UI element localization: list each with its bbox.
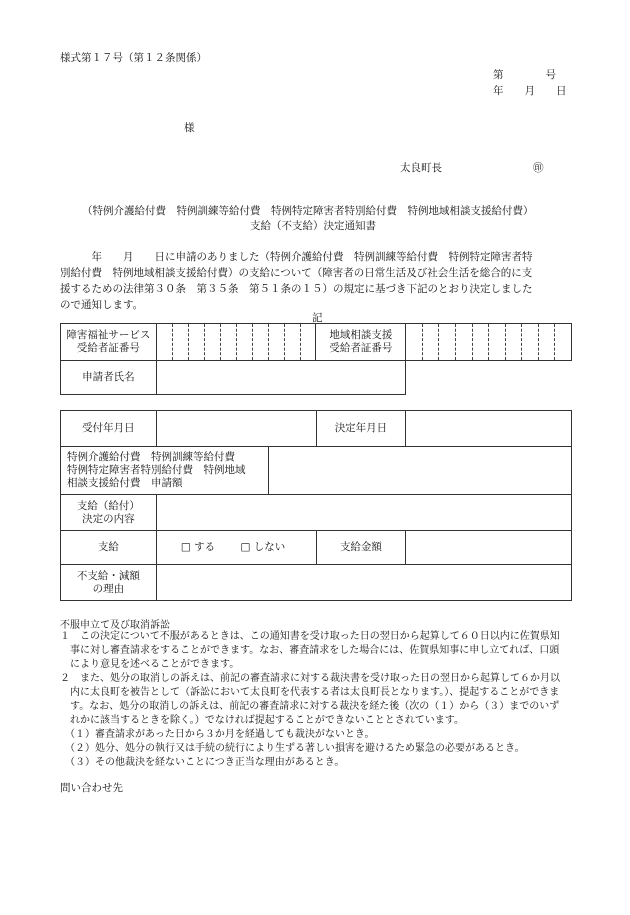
appeal-line: れかに該当するときを除く。）でなければ提起することができないこととされています。 bbox=[60, 715, 464, 726]
title-line2: 支給（不支給）決定通知書 bbox=[250, 220, 376, 232]
appeal-line: す。なお、処分の取消しの訴えは、前記の審査請求に対する裁決を経た後（次の（１）から（３）までのいず bbox=[60, 701, 560, 712]
appeal-line: （１）審査請求があった日から３か月を経過しても裁決がないとき。 bbox=[60, 729, 375, 740]
appeal-heading: 不服申立て及び取消訴訟 bbox=[60, 620, 170, 631]
refusal-reason-label: 不支給・減額 の理由 bbox=[61, 565, 157, 601]
payment-label: 支給 bbox=[61, 531, 157, 565]
service-cert-number[interactable] bbox=[156, 324, 316, 361]
body-line: 別給付費 特例地域相談支援給付費）の支給について（障害者の日常生活及び社会生活を総合的に支 bbox=[60, 267, 533, 279]
decision-date-field[interactable] bbox=[406, 411, 572, 447]
document-date: 年 月 日 bbox=[493, 85, 567, 97]
body-line: 援するための法律第３０条 第３５条 第５１条の１５）の規定に基づき下記のとおり決定しました bbox=[60, 283, 533, 295]
issuer: 太良町長 bbox=[400, 162, 442, 174]
appeal-line: （３）その他裁決を経ないことにつき正当な理由があるとき。 bbox=[60, 757, 345, 768]
decision-date-label: 決定年月日 bbox=[316, 411, 406, 447]
certificate-table bbox=[60, 323, 572, 395]
appeal-line: により意見を述べることができます。 bbox=[60, 659, 240, 670]
appeal-line: 内に太良町を被告として（訴訟において太良町を代表する者は太良町長となります。）、提起することができま bbox=[60, 687, 560, 698]
appeal-line: 事に対し審査請求をすることができます。なお、審査請求をした場合には、佐賀県知事に申し立てれば、口頭 bbox=[60, 645, 560, 656]
appeal-line: （２）処分、処分の執行又は手続の続行により生ずる著しい損害を避けるため緊急の必要があるとき。 bbox=[60, 743, 525, 754]
consult-cert-label: 地域相談支援 受給者証番号 bbox=[316, 324, 406, 361]
received-date-field[interactable] bbox=[156, 411, 316, 447]
consult-cert-number[interactable] bbox=[406, 324, 572, 361]
document-number: 第 号 bbox=[493, 69, 556, 81]
contact-label: 問い合わせ先 bbox=[60, 782, 123, 794]
appeal-line: ２ また、処分の取消しの訴えは、前記の審査請求に対する裁決書を受け取った日の翌日から起算して６か月以 bbox=[60, 673, 560, 684]
ki-label: 記 bbox=[312, 312, 323, 324]
decision-content-label: 支給（給付） 決定の内容 bbox=[61, 495, 157, 531]
body-line: 年 月 日に申請のありました（特例介護給付費 特例訓練等給付費 特例特定障害者特 bbox=[60, 251, 533, 263]
payment-options bbox=[156, 531, 316, 565]
payment-amount-field[interactable] bbox=[406, 531, 572, 565]
payment-no-checkbox[interactable]: □ しない bbox=[240, 541, 286, 553]
claim-amount-field[interactable] bbox=[268, 447, 571, 495]
applicant-name-label: 申請者氏名 bbox=[61, 361, 157, 395]
decision-content-field[interactable] bbox=[156, 495, 571, 531]
body-line: ので通知します。 bbox=[60, 299, 144, 311]
payment-amount-label: 支給金額 bbox=[316, 531, 406, 565]
applicant-name-field[interactable] bbox=[156, 361, 406, 395]
title-line1: （特例介護給付費 特例訓練等給付費 特例特定障害者特別給付費 特例地域相談支援給付費） bbox=[82, 205, 534, 217]
decision-table bbox=[60, 410, 572, 601]
payment-yes-checkbox[interactable]: □ する bbox=[180, 541, 216, 553]
claim-amount-label: 特例介護給付費 特例訓練等給付費 特例特定障害者特別給付費 特例地域 相談支援給付費 申請額 bbox=[61, 447, 269, 495]
received-date-label: 受付年月日 bbox=[61, 411, 157, 447]
form-id: 様式第１７号（第１２条関係） bbox=[60, 52, 207, 64]
appeal-line: １ この決定について不服があるときは、この通知書を受け取った日の翌日から起算して６０日以内に佐賀県知 bbox=[60, 631, 560, 642]
seal-mark: ㊞ bbox=[533, 162, 544, 174]
addressee: 様 bbox=[184, 122, 195, 134]
refusal-reason-field[interactable] bbox=[156, 565, 571, 601]
service-cert-label: 障害福祉サービス 受給者証番号 bbox=[61, 324, 157, 361]
appeal-notes bbox=[60, 630, 578, 770]
